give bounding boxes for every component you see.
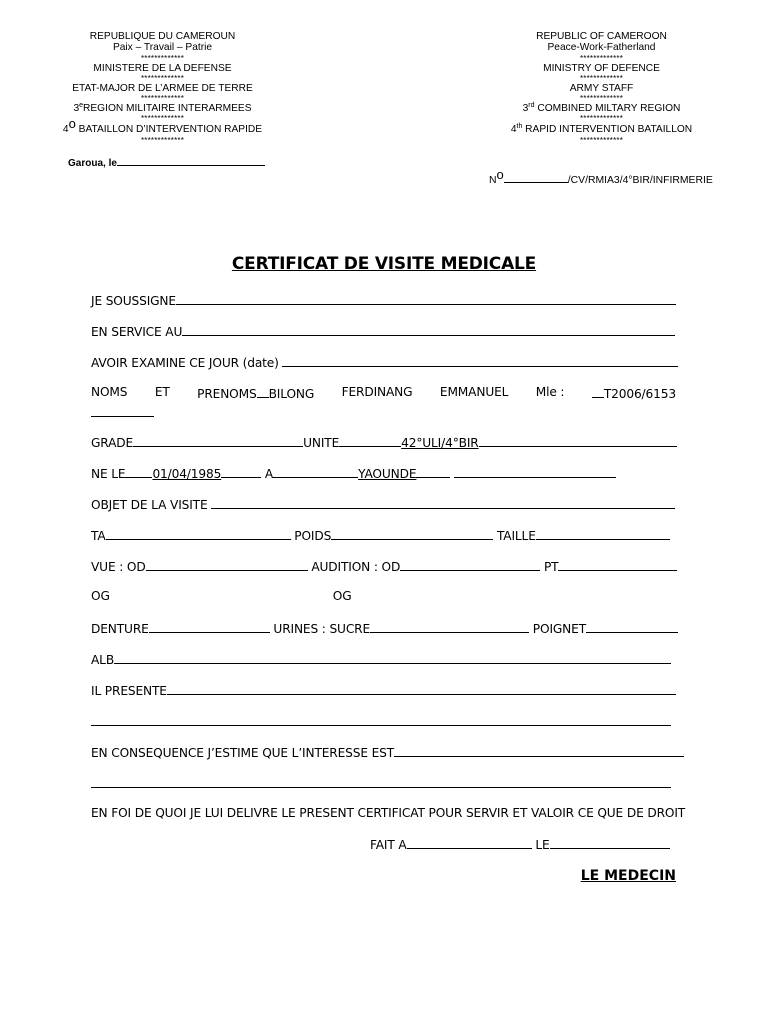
examine-line: AVOIR EXAMINE CE JOUR (date) <box>91 354 678 370</box>
motto-fr: Paix – Travail – Patrie <box>112 42 213 54</box>
reference-blank <box>504 170 568 183</box>
staff-fr: ETAT-MAJOR DE L’ARMEE DE TERRE <box>72 82 253 94</box>
separator: ************* <box>140 135 185 145</box>
grade-line: GRADE UNITE 42°ULI/4°BIR <box>91 434 677 450</box>
ministry-en: MINISTRY OF DEFENCE <box>543 62 660 74</box>
service-line: EN SERVICE AU <box>91 323 675 339</box>
alb-line: ALB <box>91 651 671 667</box>
region-en: 3rd COMBINED MILTARY REGION <box>522 102 681 115</box>
vue-line: VUE : OD AUDITION : OD PT <box>91 558 677 574</box>
audition-od-blank <box>400 558 540 571</box>
objet-blank <box>211 496 675 509</box>
ministry-fr: MINISTERE DE LA DEFENSE <box>93 62 232 74</box>
presente-blank <box>167 682 676 695</box>
denture-blank <box>149 620 270 633</box>
sucre-blank <box>370 620 529 633</box>
fait-a-blank <box>407 836 532 849</box>
denture-line: DENTURE URINES : SUCRE POIGNET <box>91 620 678 636</box>
presente-line: IL PRESENTE <box>91 682 676 698</box>
birth-line: NE LE 01/04/1985 A YAOUNDE <box>91 465 616 481</box>
names-continuation <box>91 404 154 420</box>
date-line: Garoua, le <box>40 153 285 169</box>
consequence-line: EN CONSEQUENCE J’ESTIME QUE L’INTERESSE EST <box>91 744 684 760</box>
unite-blank <box>479 434 677 447</box>
en-foi-line: EN FOI DE QUOI JE LUI DELIVRE LE PRESENT CERTIFICAT POUR SERVIR ET VALOIR CE QUE DE DROIT <box>91 806 686 820</box>
taille-blank <box>536 527 670 540</box>
separator: ************* <box>579 94 624 104</box>
blank-line <box>91 775 671 791</box>
ta-blank <box>106 527 291 540</box>
grade-blank <box>133 434 303 447</box>
separator: ************* <box>579 135 624 145</box>
poids-blank <box>331 527 493 540</box>
separator: ************* <box>140 53 185 63</box>
header-left <box>40 31 285 169</box>
country-en: REPUBLIC OF CAMEROON <box>536 31 667 42</box>
alb-blank <box>114 651 671 664</box>
names-blank <box>91 404 154 417</box>
examine-blank <box>282 354 678 367</box>
separator: ************* <box>579 53 624 63</box>
header-right <box>474 31 729 145</box>
names-line: NOMS ET PRENOMS BILONG FERDINANG EMMANUEL Mle : T2006/6153 <box>91 385 676 401</box>
poignet-blank <box>586 620 678 633</box>
og-line: OG OG <box>91 589 352 603</box>
vitals-line: TA POIDS TAILLE <box>91 527 670 543</box>
pt-blank <box>558 558 677 571</box>
separator: ************* <box>140 73 185 83</box>
page-title: CERTIFICAT DE VISITE MEDICALE <box>231 254 537 274</box>
date-blank <box>117 153 265 166</box>
objet-line: OBJET DE LA VISITE <box>91 496 675 512</box>
battalion-en: 4th RAPID INTERVENTION BATAILLON <box>510 123 693 136</box>
le-blank <box>550 836 670 849</box>
separator: ************* <box>140 114 185 124</box>
soussigne-line: JE SOUSSIGNE <box>91 292 676 308</box>
staff-en: ARMY STAFF <box>569 82 634 94</box>
separator: ************* <box>579 73 624 83</box>
country-fr: REPUBLIQUE DU CAMEROUN <box>89 31 236 42</box>
service-blank <box>182 323 675 336</box>
region-fr: 3eREGION MILITAIRE INTERARMEES <box>73 102 252 115</box>
separator: ************* <box>579 114 624 124</box>
fait-line: FAIT A LE <box>370 836 670 852</box>
reference-number: No /CV/RMIA3/4°BIR/INFIRMERIE <box>489 167 713 186</box>
motto-en: Peace-Work-Fatherland <box>547 42 656 54</box>
separator: ************* <box>140 94 185 104</box>
blank-line <box>91 713 671 729</box>
soussigne-blank <box>176 292 676 305</box>
consequence-blank <box>394 744 684 757</box>
birth-blank <box>454 465 616 478</box>
battalion-fr: 4o BATAILLON D’INTERVENTION RAPIDE <box>62 116 263 136</box>
vue-od-blank <box>146 558 308 571</box>
signature-label: LE MEDECIN <box>580 868 676 884</box>
